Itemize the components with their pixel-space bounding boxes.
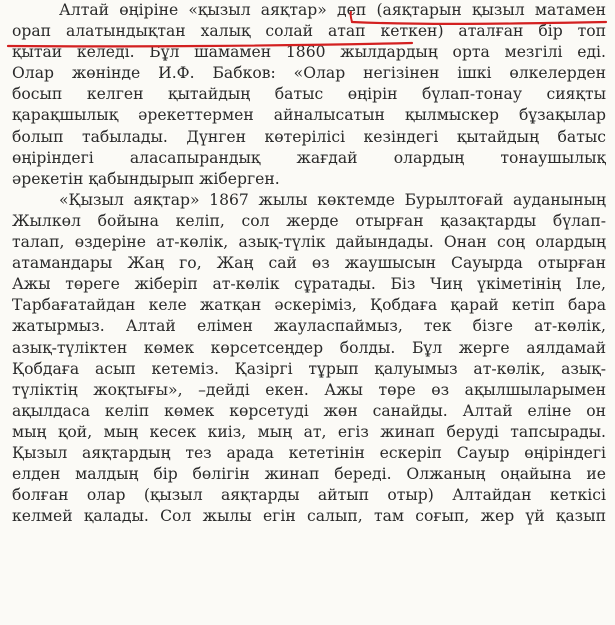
text-line: мың қой, мың кесек киіз, мың ат, егіз жинап беруді тапсырады.	[12, 422, 606, 441]
text-line: түліктің жоқтығы», –дейді екен. Ажы төре өз ақылшыларымен	[12, 380, 606, 399]
text-line: талап, өздеріне ат-көлік, азық-түлік дайындады. Онан соң олардың	[12, 233, 606, 252]
text-line: азық-түліктен көмек көрсетсеңдер болды. Бұл жерге аялдамай	[12, 338, 606, 357]
text-line: Ажы төреге жіберіп ат-көлік сұратады. Біз Чиң үкіметінің Іле,	[12, 275, 606, 294]
text-line: Қызыл аяқтардың тез арада кететінін ескеріп Сауыр өңіріндегі	[12, 443, 606, 462]
text-line: елден малдың бір бөлігін жинап береді. Олжаның оңайына ие	[12, 465, 606, 484]
text-line: болған олар (қызыл аяқтарды айтып отыр) Алтайдан кеткісі	[12, 486, 606, 505]
text-line: Алтай өңіріне «қызыл аяқтар» деп (аяқтарын қызыл матамен	[59, 1, 606, 19]
text-line: Қобдаға асып кетеміз. Қазіргі тұрып қалуымыз ат-көлік, азық-	[12, 359, 606, 378]
text-line: орап алатындықтан халық солай атап кеткен) аталған бір топ	[12, 22, 606, 41]
text-line: қытай келеді. Бұл шамамен 1860 жылдардың орта мезгілі еді.	[12, 43, 606, 62]
text-line: Тарбағатайдан келе жатқан әскеріміз, Қобдаға қарай кетіп бара	[12, 296, 606, 315]
text-line: атамандары Жаң го, Жаң сай өз жаушысын Сауырда отырған	[12, 254, 606, 273]
text-line: әрекетін қабындырып жіберген.	[12, 169, 280, 188]
text-line: қарақшылық әрекеттермен айналысатын қылмыскер бұзақылар	[12, 106, 606, 125]
text-line: Жылкөл бойына келіп, сол жерде отырған қазақтарды бүлап-	[12, 211, 606, 230]
text-line: өңіріндегі аласапырандық жағдай олардың тонаушылық	[12, 148, 606, 167]
text-line: босып келген қытайдың батыс өңірін бүлап-тонау сияқты	[12, 85, 606, 104]
text-line: келмей қалады. Сол жылы егін салып, там соғып, жер үй қазып	[12, 507, 606, 526]
text-line: болып табылады. Дүнген көтерілісі кезіндегі қытайдың батыс	[12, 127, 606, 146]
text-line: ақылдаса келіп көмек көрсетуді жөн санайды. Алтай еліне он	[12, 401, 606, 420]
text-line: Олар жөнінде И.Ф. Бабков: «Олар негізінен ішкі өлкелерден	[12, 64, 606, 83]
text-line: жатырмыз. Алтай елімен жауласпаймыз, тек бізге ат-көлік,	[12, 317, 606, 336]
text-line: «Қызыл аяқтар» 1867 жылы көктемде Бурылтоғай ауданының	[59, 190, 606, 209]
